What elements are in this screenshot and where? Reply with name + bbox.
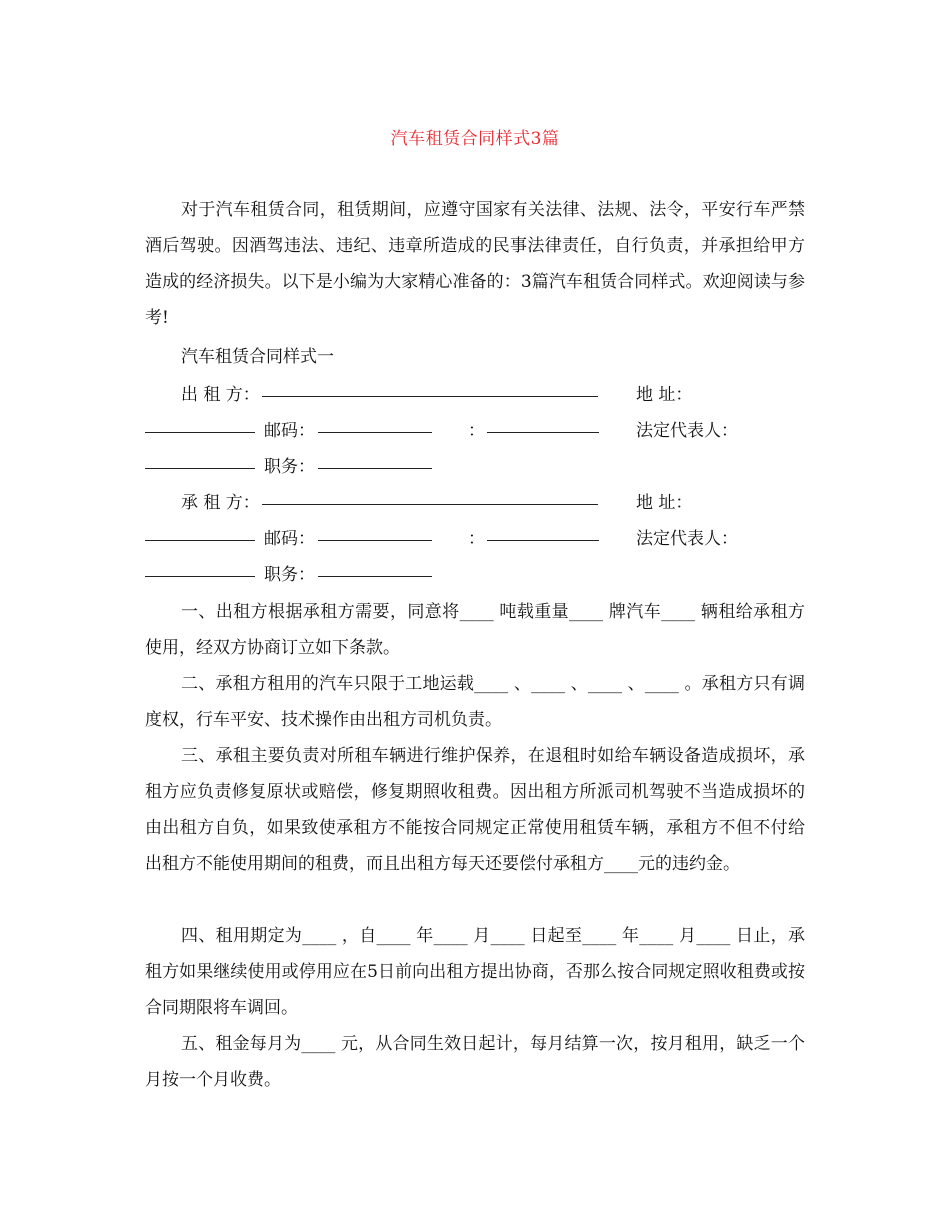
lessor-phone-blank <box>487 418 599 433</box>
lessor-postcode-label: 邮码： <box>264 421 315 441</box>
lessee-position-label: 职务： <box>264 565 315 585</box>
lessor-label: 出 租 方： <box>181 385 260 405</box>
lessee-address-label: 地 址： <box>636 493 693 513</box>
clause-1: 一、出租方根据承租方需要，同意将____ 吨载重量____ 牌汽车____ 辆租给承租方使用，经双方协商订立如下条款。 <box>145 602 805 658</box>
lessor-position-label: 职务： <box>264 457 315 477</box>
lessee-name-blank <box>262 490 598 505</box>
clause-3: 三、承租主要负责对所租车辆进行维护保养，在退租时如给车辆设备造成损坏，承租方应负责修复原状或赔偿，修复期照收租费。因出租方所派司机驾驶不当造成损坏的由出租方自负，如果致使承租方不能按合同规定正常使用租赁车辆，承租方不但不付给出租方不能使用期间的租费，而且出租方每天还要偿付承租方____元的违约金。 <box>145 746 805 874</box>
lessee-position-blank <box>318 562 432 577</box>
lessee-address-blank <box>145 526 255 541</box>
lessor-postcode-blank <box>318 418 432 433</box>
lessee-phone-blank <box>487 526 599 541</box>
lessee-label: 承 租 方： <box>181 493 260 513</box>
lessee-postcode-label: 邮码： <box>264 529 315 549</box>
lessee-legal-rep-blank <box>145 562 255 577</box>
lessee-legal-rep-label: 法定代表人： <box>636 529 738 549</box>
lessee-phone-colon: ： <box>468 529 485 549</box>
clause-5: 五、租金每月为____ 元，从合同生效日起计，每月结算一次，按月租用，缺乏一个月按一个月收费。 <box>145 1034 805 1090</box>
lessor-position-blank <box>318 454 432 469</box>
lessor-legal-rep-blank <box>145 454 255 469</box>
intro-paragraph: 对于汽车租赁合同，租赁期间，应遵守国家有关法律、法规、法令，平安行车严禁酒后驾驶。因酒驾违法、违纪、违章所造成的民事法律责任，自行负责，并承担给甲方造成的经济损失。以下是小编为大家精心准备的：3篇汽车租赁合同样式。欢迎阅读与参考! <box>145 200 805 328</box>
lessor-legal-rep-label: 法定代表人： <box>636 421 738 441</box>
clause-4: 四、租用期定为____ ，自____ 年____ 月____ 日起至____ 年____ 月____ 日止，承租方如果继续使用或停用应在5日前向出租方提出协商，否那么按合同规定照收租费或按合同期限将车调回。 <box>145 926 805 1018</box>
section-heading: 汽车租赁合同样式一 <box>181 347 334 367</box>
document-title: 汽车租赁合同样式3篇 <box>390 129 560 149</box>
clause-2: 二、承租方租用的汽车只限于工地运载____ 、____ 、____ 、____ 。承租方只有调度权，行车平安、技术操作由出租方司机负责。 <box>145 674 805 730</box>
lessor-name-blank <box>262 382 598 397</box>
lessee-postcode-blank <box>318 526 432 541</box>
lessor-address-label: 地 址： <box>636 385 693 405</box>
lessor-address-blank <box>145 418 255 433</box>
lessor-phone-colon: ： <box>468 421 485 441</box>
